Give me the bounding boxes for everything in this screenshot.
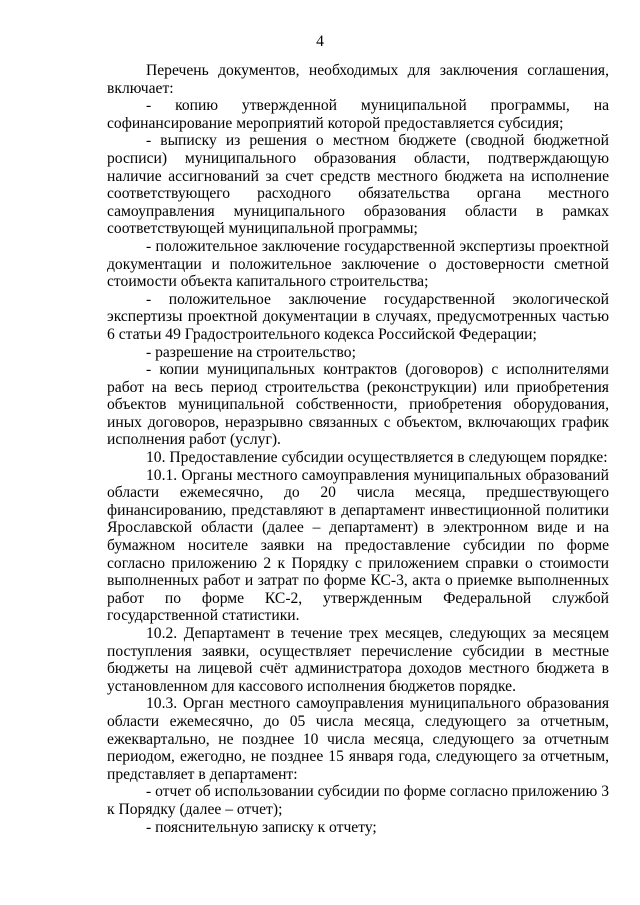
paragraph-section-10-3: 10.3. Орган местного самоуправления муниципального образования области ежемесячно, до 05 числа месяца, следующего за отчетным, ежеквартально, не позднее 10 числа месяца, следующего за отчетным периодом, ежегодно, не позднее 15 января года, следующего за отчетным, представляет в департамент: (107, 695, 609, 783)
paragraph-contracts: - копии муниципальных контрактов (договоров) с исполнителями работ на весь период строительства (реконструкции) или приобретения объектов муниципальной собственности, приобретения оборудования, иных договоров, неразрывно связанных с объектом, включающих график исполнения работ (услуг). (107, 361, 609, 449)
page-number: 4 (316, 33, 324, 50)
paragraph-report-item: - отчет об использовании субсидии по форме согласно приложению 3 к Порядку (далее – отчет); (107, 783, 609, 818)
paragraph-ecological-expertise: - положительное заключение государственной экологической экспертизы проектной документации в случаях, предусмотренных частью 6 статьи 49 Градостроительного кодекса Российской Федерации; (107, 290, 609, 343)
paragraph-budget-extract: - выписку из решения о местном бюджете (сводной бюджетной росписи) муниципального образования области, подтверждающую наличие ассигнований за счет средств местного бюджета на исполнение соответствующего расходного обязательства органа местного самоуправления муниципального образования области в рамках соответствующей муниципальной программы; (107, 132, 609, 238)
paragraph-section-10: 10. Предоставление субсидии осуществляется в следующем порядке: (146, 449, 608, 467)
paragraph-state-expertise: - положительное заключение государственной экспертизы проектной документации и положительное заключение о достоверности сметной стоимости объекта капитального строительства; (107, 237, 609, 291)
paragraph-explanatory-note-item: - пояснительную записку к отчету; (146, 818, 377, 836)
paragraph-section-10-1: 10.1. Органы местного самоуправления муниципальных образований области ежемесячно, до 20 числа месяца, предшествующего финансированию, представляют в департамент инвестиционной политики Ярославской области (далее – департамент) в электронном виде и на бумажном носителе заявки на предоставление субсидии по форме согласно приложению 2 к Порядку с приложением справки о стоимости выполненных работ и затрат по форме КС-3, акта о приемке выполненных работ по форме КС-2, утвержденным Федеральной службой государственной статистики. (107, 466, 609, 625)
paragraph-section-10-2: 10.2. Департамент в течение трех месяцев, следующих за месяцем поступления заявки, осуществляет перечисление субсидии в местные бюджеты на лицевой счёт администратора доходов местного бюджета в установленном для кассового исполнения бюджетов порядке. (107, 625, 609, 695)
document-body (107, 62, 609, 836)
paragraph-program-copy: - копию утвержденной муниципальной программы, на софинансирование мероприятий которой предоставляется субсидия; (107, 97, 609, 132)
paragraph-documents-list-intro: Перечень документов, необходимых для заключения соглашения, включает: (107, 62, 609, 97)
paragraph-building-permit: - разрешение на строительство; (146, 343, 356, 361)
